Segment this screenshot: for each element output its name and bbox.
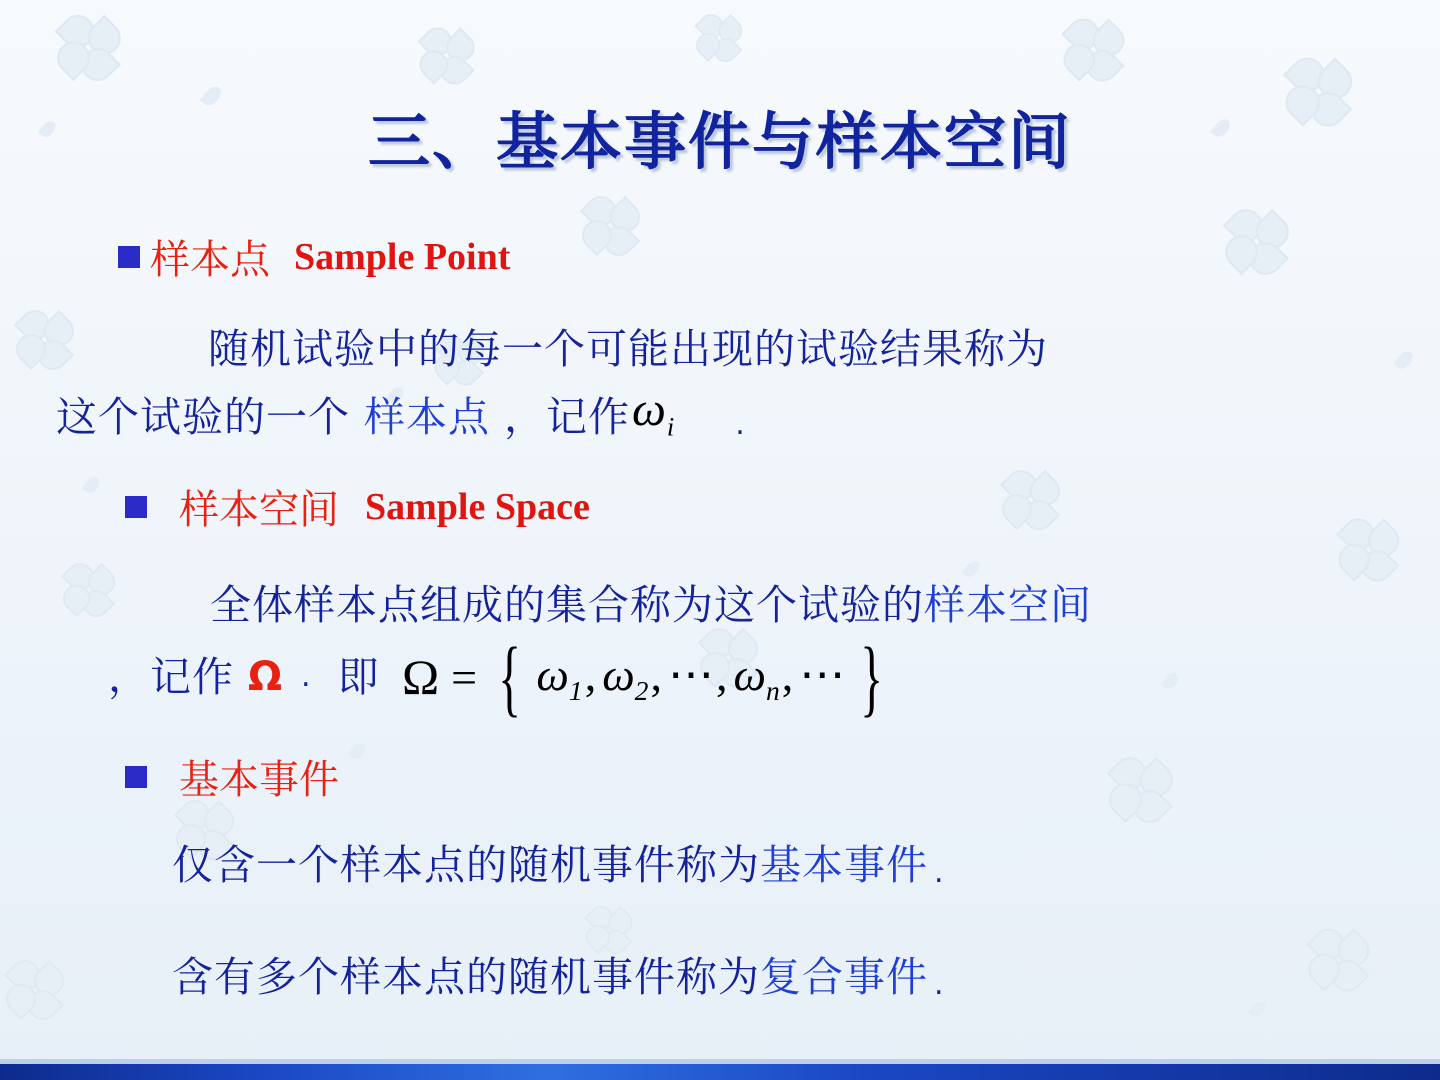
- paragraph-text: 这个试验的一个: [56, 393, 350, 442]
- period-mark: .: [934, 966, 945, 1002]
- heading-cn-sample-space: 样本空间: [179, 487, 339, 533]
- period-mark: .: [301, 659, 312, 695]
- bullet-sample-space: [125, 478, 590, 535]
- paragraph-sample-point-line2: [56, 378, 746, 444]
- heading-en-sample-space: Sample Space: [365, 485, 590, 528]
- highlight-sample-point: 样本点: [364, 393, 490, 442]
- paragraph-elementary-event-line2: [172, 950, 945, 1004]
- formula-lhs: Ω: [402, 649, 440, 706]
- bottom-bar: [0, 1064, 1440, 1080]
- formula-term: $\omega_n$: [733, 649, 780, 707]
- bullet-square-icon: [118, 246, 140, 268]
- paragraph-elementary-event-line1: [172, 838, 945, 892]
- highlight-elementary-event: 基本事件: [760, 841, 928, 889]
- page-title: 三、基本事件与样本空间: [367, 105, 1072, 178]
- formula-equals: =: [451, 651, 478, 703]
- bullet-square-icon: [125, 766, 147, 788]
- formula-term: $\omega_2$: [602, 649, 649, 707]
- paragraph-text: ，记作: [504, 393, 630, 442]
- formula-left-brace: {: [498, 629, 522, 725]
- paragraph-text: ，记作: [108, 653, 234, 701]
- highlight-sample-space: 样本空间: [924, 581, 1092, 629]
- period-mark: .: [735, 406, 746, 442]
- period-mark: .: [934, 854, 945, 890]
- heading-en-sample-point: Sample Point: [294, 235, 511, 278]
- math-omega-i: [632, 378, 675, 444]
- paragraph-sample-space-line1: [210, 578, 1092, 632]
- formula-ellipsis: ⋯: [667, 649, 714, 701]
- paragraph-text-ji: 即: [337, 653, 380, 701]
- formula-right-brace: }: [860, 629, 884, 725]
- heading-cn-sample-point: 样本点: [150, 237, 270, 283]
- formula-term: $\omega_1$: [536, 649, 583, 707]
- bullet-elementary-event: [125, 748, 339, 805]
- math-omega-subscript: i: [666, 411, 676, 442]
- formula-ellipsis: ⋯: [799, 649, 846, 701]
- paragraph-sample-point-line1: 随机试验中的每一个可能出现的试验结果称为: [208, 325, 1048, 373]
- omega-symbol-red: Ω: [248, 653, 284, 700]
- heading-cn-elementary-event: 基本事件: [179, 757, 339, 803]
- formula-sample-space: [402, 629, 893, 725]
- paragraph-text: 含有多个样本点的随机事件称为: [172, 953, 760, 1001]
- paragraph-sample-space-line2: [108, 650, 380, 704]
- bullet-sample-point: [118, 228, 510, 285]
- formula-terms: $\omega_1$ , $\omega_2$ , ⋯ , $\omega_n$ , ⋯: [536, 649, 846, 707]
- paragraph-text: 全体样本点组成的集合称为这个试验的: [210, 581, 924, 629]
- paragraph-text: 仅含一个样本点的随机事件称为: [172, 841, 760, 889]
- highlight-compound-event: 复合事件: [760, 953, 928, 1001]
- math-omega-symbol: ω: [632, 383, 667, 436]
- bullet-square-icon: [125, 496, 147, 518]
